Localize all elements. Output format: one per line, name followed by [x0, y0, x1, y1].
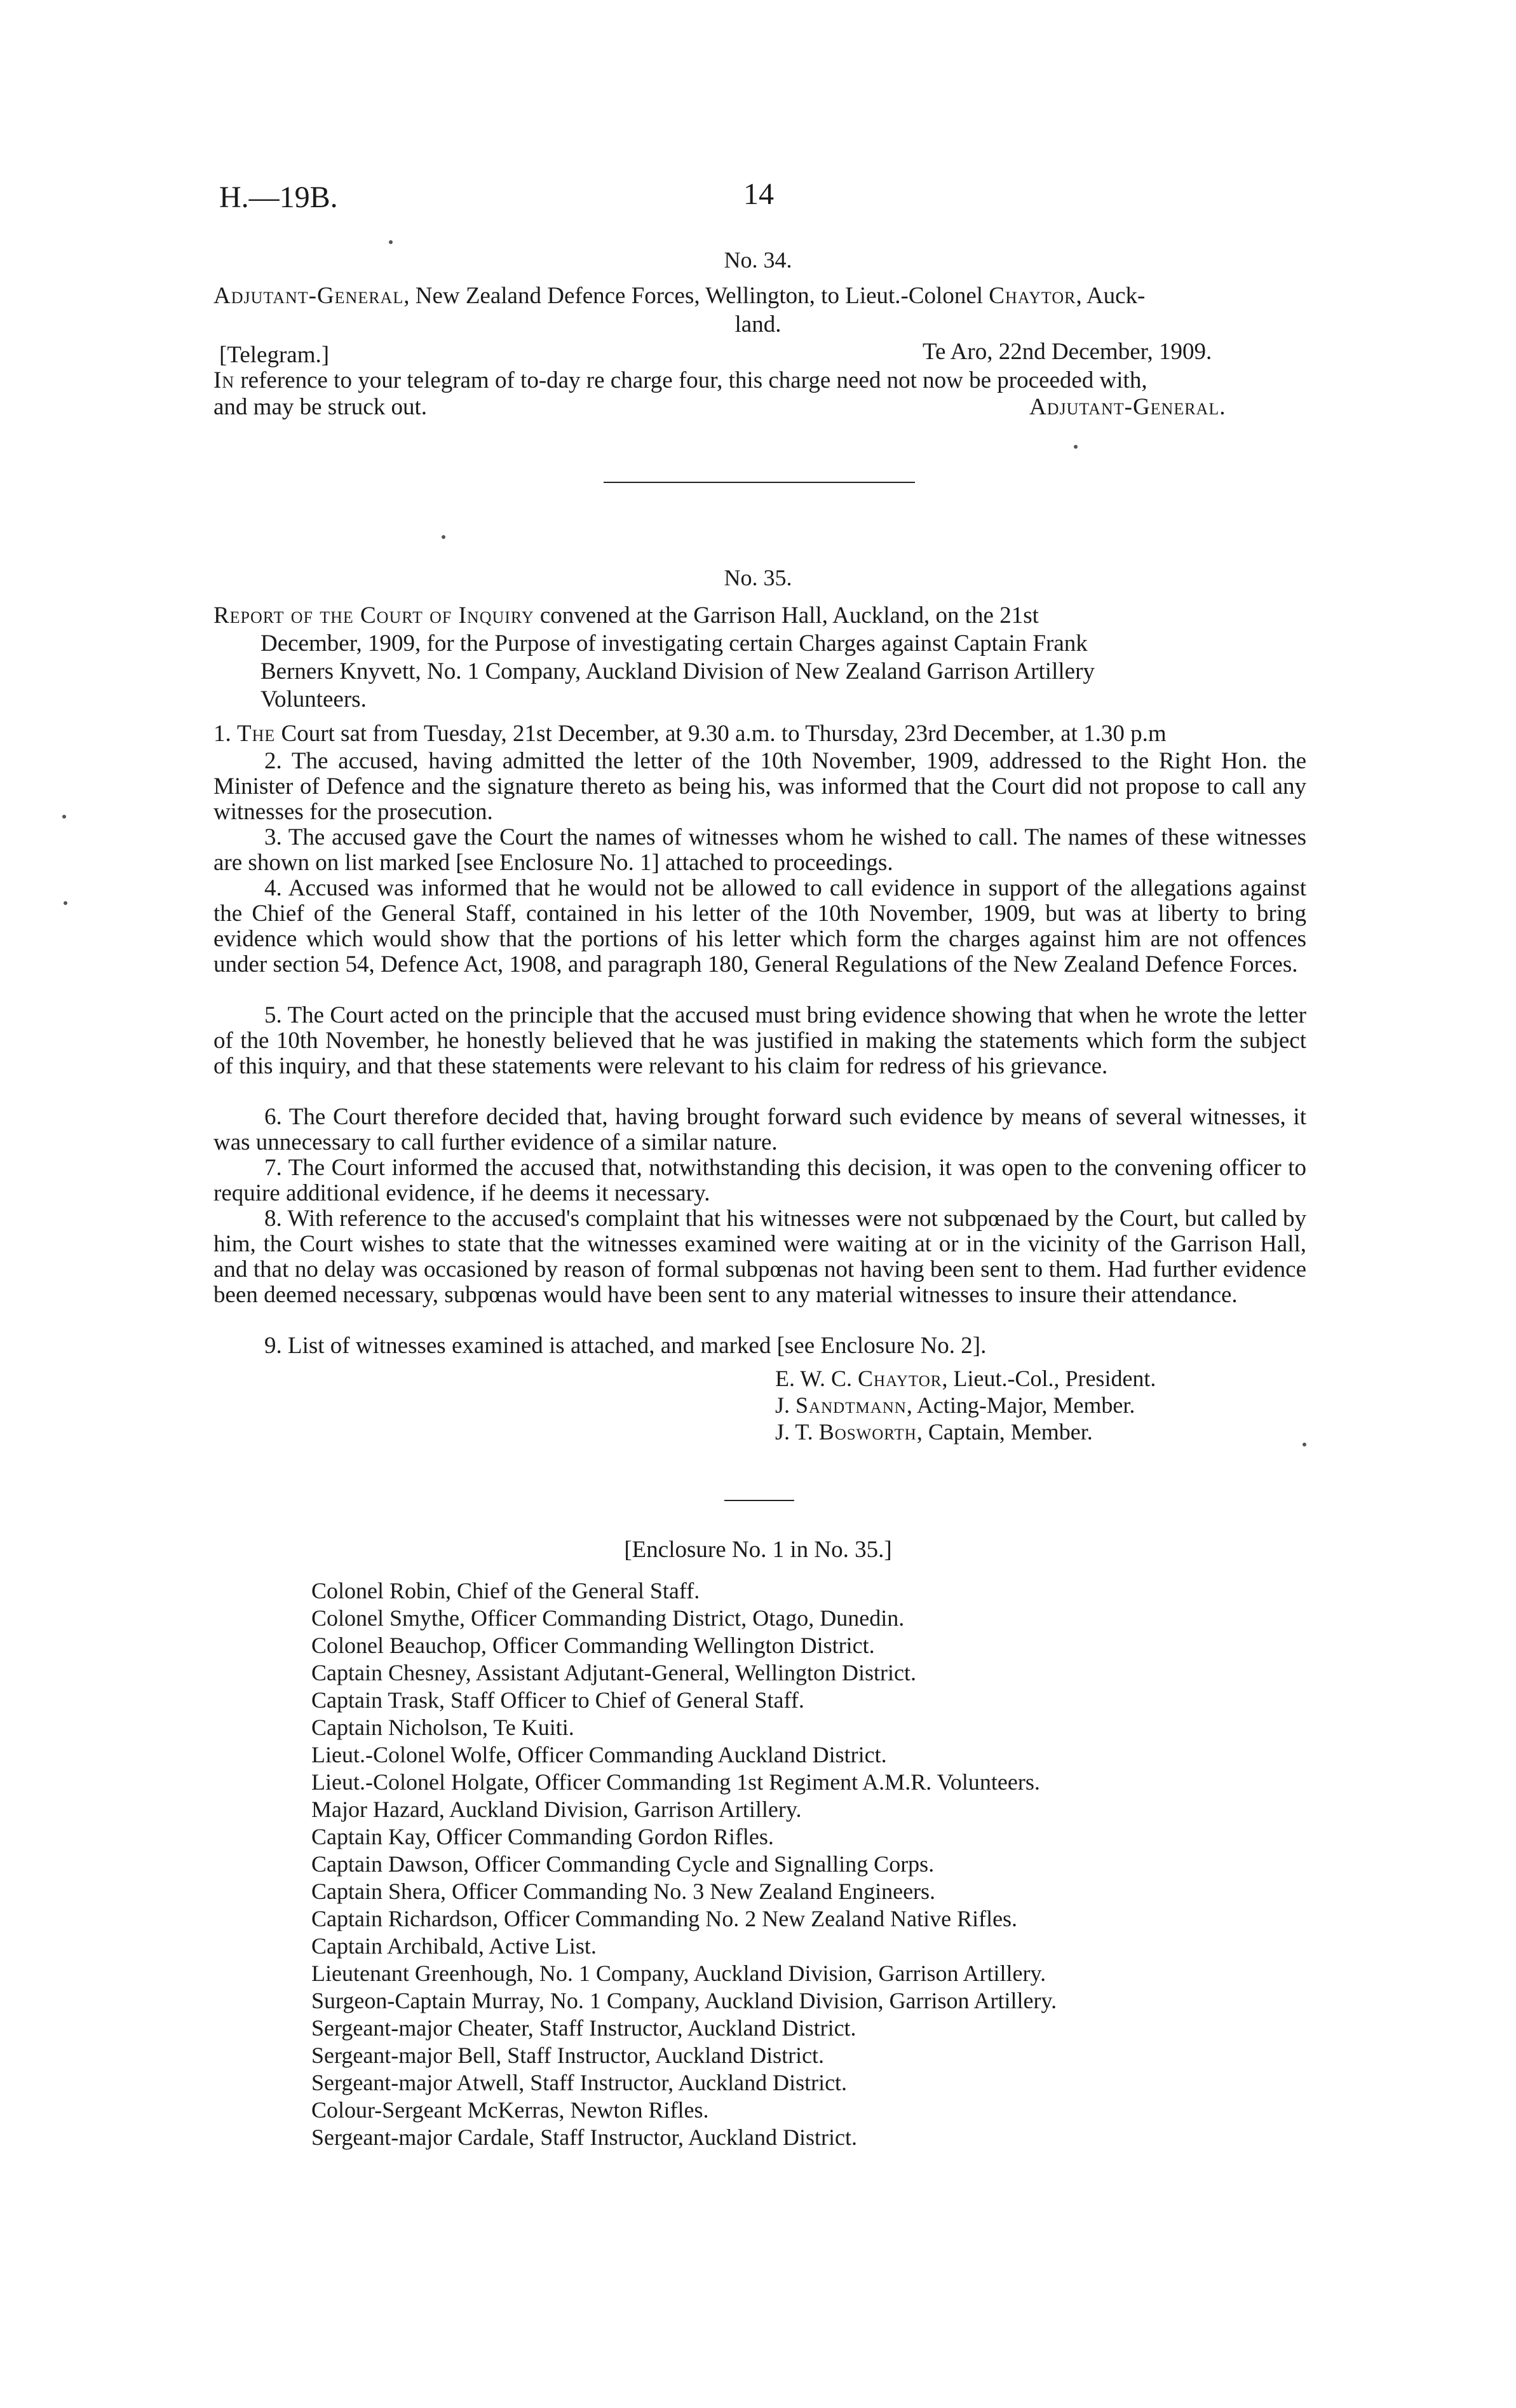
signature-president: E. W. C. Chaytor, Lieut.-Col., President.: [775, 1366, 1156, 1391]
paragraph-8: 8. With reference to the accused's complaint that his witnesses were not subpœnaed by the Court, but called by him, the Court wishes to state that the witnesses examined were waiting at or in the vicinity of the Garrison Hall, and that no delay was occasioned by reason of formal subpœnas not having been sent to them. Had further evidence been deemed necessary, subpœnas would have been sent to any material witnesses to insure their attendance.: [213, 1206, 1306, 1308]
scan-speck: [1303, 1443, 1306, 1446]
list-item: Colour-Sergeant McKerras, Newton Rifles.: [311, 2097, 709, 2123]
paragraph-1: 1. The Court sat from Tuesday, 21st December, at 9.30 a.m. to Thursday, 23rd December, at 1.30 p.m: [213, 721, 1167, 747]
doc-34-body-line1: [213, 367, 1147, 394]
paragraph-1-lead: The: [237, 721, 276, 747]
list-item: Captain Nicholson, Te Kuiti.: [311, 1715, 574, 1740]
list-item: Surgeon-Captain Murray, No. 1 Company, Auckland Division, Garrison Artillery.: [311, 1988, 1057, 2013]
list-item: Lieut.-Colonel Wolfe, Officer Commanding Auckland District.: [311, 1742, 887, 1767]
doc-35-title-lead: Report of the Court of Inquiry: [213, 602, 534, 629]
witness-list: [311, 1577, 1057, 2151]
doc-34-heading-name: Chaytor: [989, 283, 1076, 309]
list-item: Captain Richardson, Officer Commanding No. 2 New Zealand Native Rifles.: [311, 1906, 1018, 1931]
paragraph-7: 7. The Court informed the accused that, notwithstanding this decision, it was open to the convening officer to require additional evidence, if he deems it necessary.: [213, 1155, 1306, 1206]
doc-35-number: No. 35.: [724, 565, 792, 590]
list-item: Sergeant-major Cheater, Staff Instructor, Auckland District.: [311, 2015, 856, 2041]
doc-34-heading-line2: land.: [734, 311, 782, 337]
list-item: Captain Chesney, Assistant Adjutant-General, Wellington District.: [311, 1660, 916, 1685]
paragraph-2: 2. The accused, having admitted the letter of the 10th November, 1909, addressed to the Right Hon. the Minister of Defence and the signature thereto as being his, was informed that the Court did not propose to call any witnesses for the prosecution.: [213, 748, 1306, 825]
list-item: Lieutenant Greenhough, No. 1 Company, Auckland Division, Garrison Artillery.: [311, 1961, 1046, 1986]
list-item: Colonel Beauchop, Officer Commanding Wellington District.: [311, 1633, 875, 1658]
signature-member-1: J. Sandtmann, Acting-Major, Member.: [775, 1392, 1135, 1418]
doc-34-number: No. 34.: [724, 247, 792, 273]
paragraph-9: 9. List of witnesses examined is attached, and marked [see Enclosure No. 2].: [264, 1333, 987, 1359]
doc-35-title-line3: Berners Knyvett, No. 1 Company, Auckland Division of New Zealand Garrison Artillery: [261, 658, 1095, 684]
paragraph-1-text: Court sat from Tuesday, 21st December, at 9.30 a.m. to Thursday, 23rd December, at 1.30 p.m: [275, 721, 1167, 747]
enclosure-title: [Enclosure No. 1 in No. 35.]: [624, 1537, 892, 1563]
list-item: Sergeant-major Atwell, Staff Instructor, Auckland District.: [311, 2070, 848, 2095]
doc-34-heading: [213, 283, 1306, 310]
scan-speck: [442, 535, 445, 539]
list-item: Captain Trask, Staff Officer to Chief of General Staff.: [311, 1687, 804, 1713]
doc-34-heading-tail: , Auck-: [1076, 283, 1146, 309]
doc-35-title-line1: [213, 602, 1306, 629]
doc-34-signature: Adjutant-General.: [1029, 394, 1226, 420]
scan-speck: [64, 901, 67, 905]
signature-member-2: J. T. Bosworth, Captain, Member.: [775, 1419, 1093, 1445]
paragraph-5: 5. The Court acted on the principle that the accused must bring evidence showing that when he wrote the letter of the 10th November, he honestly believed that he was justified in making the statements which form the subject of this inquiry, and that these statements were relevant to his claim for redress of his grievance.: [213, 1002, 1306, 1079]
list-item: Sergeant-major Cardale, Staff Instructor, Auckland District.: [311, 2125, 857, 2150]
paragraph-3: 3. The accused gave the Court the names of witnesses whom he wished to call. The names of these witnesses are shown on list marked [see Enclosure No. 1] attached to proceedings.: [213, 824, 1306, 876]
list-item: Colonel Robin, Chief of the General Staff.: [311, 1578, 700, 1603]
scan-speck: [389, 240, 393, 244]
divider-rule: [604, 482, 915, 483]
doc-34-body-lead: In: [213, 367, 235, 393]
list-item: Colonel Smythe, Officer Commanding District, Otago, Dunedin.: [311, 1605, 905, 1631]
list-item: Lieut.-Colonel Holgate, Officer Commanding 1st Regiment A.M.R. Volunteers.: [311, 1769, 1040, 1795]
paragraph-6: 6. The Court therefore decided that, having brought forward such evidence by means of several witnesses, it was unnecessary to call further evidence of a similar nature.: [213, 1104, 1306, 1155]
paragraph-4: 4. Accused was informed that he would not be allowed to call evidence in support of the allegations against the Chief of the General Staff, contained in his letter of the 10th November, 1909, but was at liberty to bring evidence which would show that the portions of his letter which form the charges against him are not offences under section 54, Defence Act, 1908, and paragraph 180, General Regulations of the New Zealand Defence Forces.: [213, 875, 1306, 977]
doc-35-title-line4: Volunteers.: [261, 686, 367, 712]
list-item: Captain Kay, Officer Commanding Gordon Rifles.: [311, 1824, 774, 1849]
page-number: 14: [743, 177, 774, 211]
list-item: Captain Dawson, Officer Commanding Cycle and Signalling Corps.: [311, 1851, 935, 1877]
doc-34-heading-lead: Adjutant-General: [213, 283, 404, 309]
scan-speck: [62, 815, 66, 819]
doc-35-title-line2: December, 1909, for the Purpose of investigating certain Charges against Captain Frank: [261, 630, 1088, 656]
list-item: Captain Archibald, Active List.: [311, 1933, 597, 1959]
list-item: Captain Shera, Officer Commanding No. 3 New Zealand Engineers.: [311, 1879, 936, 1904]
signature-list: [775, 1365, 1156, 1445]
telegram-label: [Telegram.]: [219, 342, 330, 368]
document-code: H.—19B.: [219, 180, 338, 214]
short-divider-rule: [724, 1500, 794, 1501]
doc-34-body-line2: and may be struck out.: [213, 394, 427, 420]
place-date: Te Aro, 22nd December, 1909.: [923, 339, 1212, 365]
doc-34-heading-rest: , New Zealand Defence Forces, Wellington, to Lieut.-Colonel: [403, 283, 989, 309]
list-item: Major Hazard, Auckland Division, Garrison Artillery.: [311, 1797, 802, 1822]
doc-35-title-rest: convened at the Garrison Hall, Auckland, on the 21st: [534, 602, 1039, 629]
doc-34-body-text: reference to your telegram of to-day re charge four, this charge need not now be proceeded with,: [234, 367, 1147, 393]
scan-speck: [1074, 445, 1078, 449]
list-item: Sergeant-major Bell, Staff Instructor, Auckland District.: [311, 2043, 825, 2068]
